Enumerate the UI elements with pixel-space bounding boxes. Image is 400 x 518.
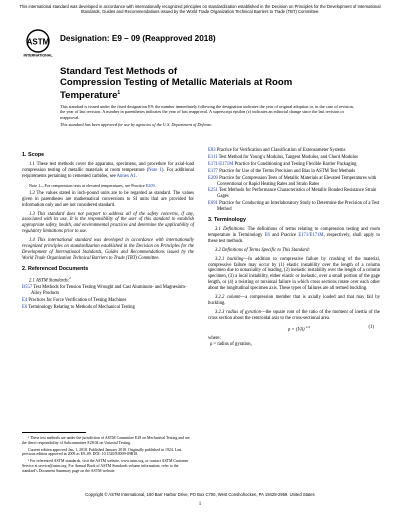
copyright-footer: Copyright © ASTM International, 100 Barr Harbor Drive, PO Box C700, West Conshohocken, PA 19428-2959. United States [85,492,315,497]
reference-code-link[interactable]: E171/E171M [208,161,234,167]
astm-standards-subheading: 2.1 ASTM Standards:$^2$ [29,275,71,284]
where-label: where: [208,336,221,342]
e209-link[interactable]: E209 [145,182,155,188]
reference-item: E4 Practices for Force Verification of Testing Machines [22,297,127,303]
footnote-2: ² For referenced ASTM standards, visit the ASTM website, www.astm.org, or contact ASTM Customer Service at service@astm.org. For Annual Book of ASTM Standards volume information, refer to the standard’s Document Summary page on the ASTM website. [22,459,189,473]
reference-code-link[interactable]: B557 [22,285,33,291]
where-definition: ρ = radius of gyration, [210,342,252,348]
left-column [22,148,194,312]
footnotes [22,436,194,476]
reference-item: E177 Practice for Use of the Terms Precision and Bias in ASTM Test Methods [208,168,356,174]
definition-radius-of-gyration: 3.2.3 radius of gyration—the square root of the ratio of the moment of inertia of the cross section about the centroidal axis to the cross-sectional area. [208,309,380,321]
reference-code-link[interactable]: E177 [208,168,218,174]
reference-item: B557 Test Methods for Tension Testing Wrought and Cast Aluminum- and Magnesium-Alloy Products [22,285,187,297]
reference-code-link[interactable]: E6 [22,304,28,310]
section-heading-terminology: 3. Terminology [208,217,246,224]
dod-approval-note: This standard has been approved for use by agencies of the U.S. Department of Defense. [60,121,213,127]
reference-item: E83 Practice for Verification and Classification of Extensometer Systems [208,148,346,153]
definition-column: 3.2.2 column—a compression member that is axially loaded and that may fail by buckling. [208,295,380,306]
reference-code-link[interactable]: E111 [208,154,218,160]
title-line-1: Standard Test Methods of [60,66,178,77]
reference-item: E171/E171M Practice for Conditioning and Testing Flexible Barrier Packaging [208,161,357,167]
scope-1-2: 1.2 The values stated in inch-pound units are to be regarded as standard. The values given in parentheses are mathematical conversions to SI units that are provided for information only and are not considered standard. [22,190,194,208]
document-title [60,66,360,101]
page-number: 1 [198,502,202,507]
e6-link[interactable]: E6 [264,232,270,238]
intro-paragraph: This standard is issued under the fixed designation E9; the number immediately following the designation indicates the year of original adoption or, in the case of revision, the year of last revision. A number in parentheses indicates the year of last reapproval. A superscript epsilon (ε) indicates an editorial change since the last revision or reapproval. [60,104,354,120]
reference-item: E6 Terminology Relating to Methods of Mechanical Testing [22,304,135,310]
footnote-divider [22,432,86,433]
top-notice: This international standard was developed in accordance with internationally recognized principles on standardization established in the Decision on Principles for the Development of International Standards, Guides and Recommendations issued by the World Trade Organization Technical Barriers to Trade (TBT) Committee. [19,4,381,14]
scope-1-1: 1.1 These test methods cover the apparatus, specimens, and procedure for axial-load compression testing of metallic materials at room temperature (Note 1). For additional requirements pertaining to cemented carbides, see Annex A1. [22,161,194,179]
note-1: Note 1—For compression tests at elevated temperatures, see Practice E209. [29,182,156,188]
e171-link[interactable]: E171/E171M [298,232,324,238]
reference-code-link[interactable]: E4 [22,297,28,303]
reference-code-link[interactable]: E691 [208,201,218,207]
reference-code-link[interactable]: E251 [208,188,218,194]
scope-1-3: 1.3 This standard does not purport to address all of the safety concerns, if any, associated with its use. It is the responsibility of the user of this standard to establish appropriate safety, health, and environmental practices and determine the applicability of regulatory limitations prior to use. [22,211,194,235]
definition-buckling: 3.2.1 buckling—In addition to compressive failure by crushing of the material, compressive failure may occur by (1) elastic instability over the length of a column specimen due to nonaxiality of loading, (2) inelastic instability over the length of a column specimen, (3) a local instability, either elastic or inelastic, over a small portion of the gage length, or (4) a twisting or torsional failure in which cross sections rotate over each other about the longitudinal specimen axis. These types of failures are all termed buckling. [208,256,380,292]
reference-item: E111 Test Method for Young’s Modulus, Tangent Modulus, and Chord Modulus [208,154,358,160]
reference-item: E251 Test Methods for Performance Characteristics of Metallic Bonded Resistance Strain Gages [208,188,377,200]
reference-item: E691 Practice for Conducting an Interlaboratory Study to Determine the Precision of a Test Method [208,201,380,213]
equation-number: (1) [368,324,374,330]
astm-logo-icon [22,28,54,58]
svg-text:INTERNATIONAL: INTERNATIONAL [23,53,53,58]
note-1-link[interactable]: Note 1 [148,167,162,173]
terminology-3-2: 3.2 Definitions of Terms Specific to This Standard: [215,247,310,253]
reference-code-link[interactable]: E83 [208,148,216,153]
reference-code-link[interactable]: E209 [208,175,218,181]
svg-text:ASTM: ASTM [26,37,50,47]
footnote-1-edition: Current edition approved Jan. 1, 2018. Published January 2018. Originally published in 1924. Last previous edition approved in 2009 as E9–09. DOI: 10.1520/E0009-09R18. [22,447,182,457]
scope-1-4: 1.4 This international standard was developed in accordance with internationally recognized principles on standardization established in the Decision on Principles for the Development of International Standards, Guides and Recommendations issued by the World Trade Organization Technical Barriers to Trade (TBT) Committee. [22,238,194,261]
terminology-3-1: 3.1 Definitions: The definitions of terms relating to compression testing and room temperature in Terminology E6 and Practice E171/E171M, respectively, shall apply to these test methods. [208,226,380,244]
equation-body: ρ = (I/A) $^{1/2}$ [288,324,311,333]
designation: Designation: E9 – 09 (Reapproved 2018) [60,34,216,43]
equation-1 [208,325,380,333]
footnote-1: ¹ These test methods are under the jurisdiction of ASTM Committee E28 on Mechanical Testing and are the direct responsibility of Subcommittee E28.04 on Uniaxial Testing. [22,436,190,445]
annex-a1-link[interactable]: Annex A1 [116,173,136,179]
section-heading-referenced-documents: 2. Referenced Documents [22,265,89,272]
intro-text [60,104,360,129]
title-line-3: Temperature$^1$ [60,90,121,102]
right-column [208,148,380,348]
section-heading-scope: 1. Scope [22,152,45,158]
title-line-2: Compression Testing of Metallic Materials at Room [60,77,293,88]
reference-item: E209 Practice for Compression Tests of Metallic Materials at Elevated Temperatures with Conventional or Rapid Heating Rates and Strain Rates [208,175,377,187]
